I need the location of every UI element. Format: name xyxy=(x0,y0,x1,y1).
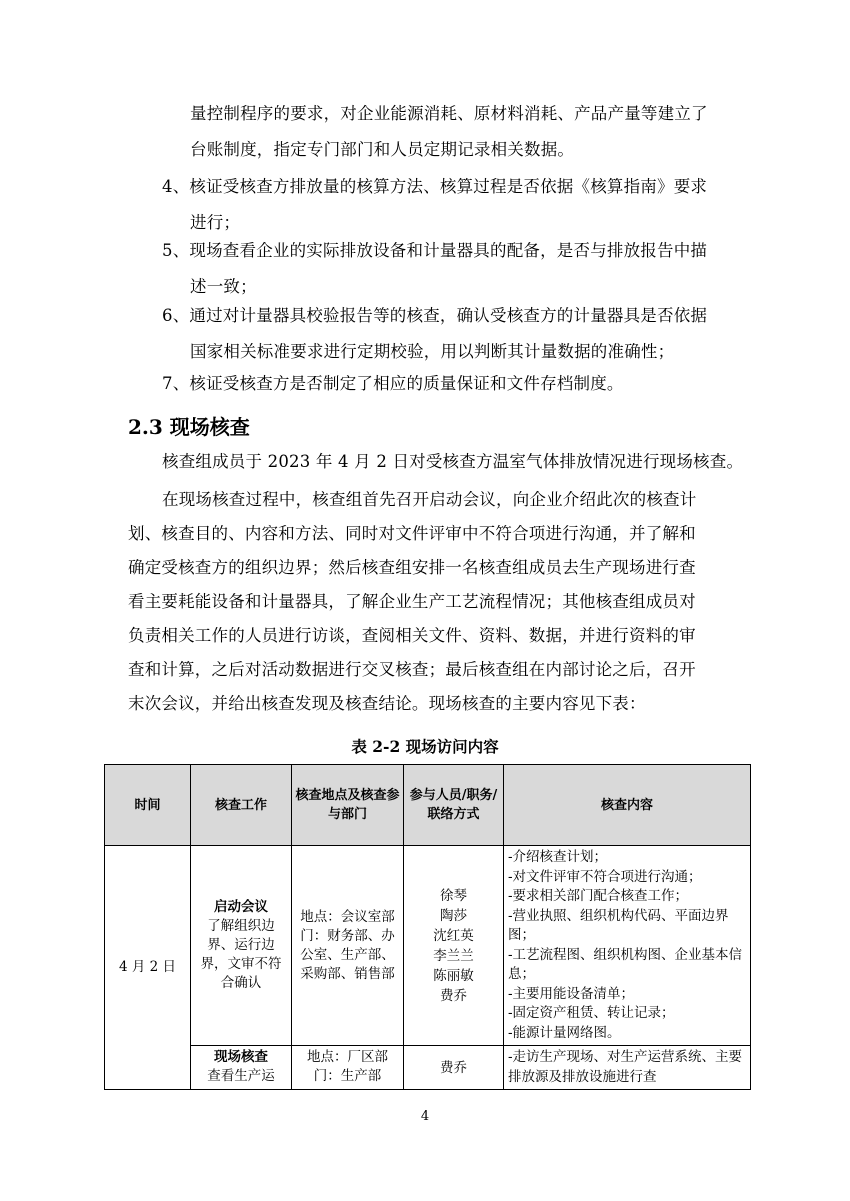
location-cell: 地点：厂区部门：生产部 xyxy=(292,1046,404,1090)
people-cell xyxy=(404,1046,504,1090)
text-line: 6、通过对计量器具校验报告等的核查，确认受核查方的计量器具是否依据 xyxy=(162,306,708,325)
section-heading: 2.3 现场核查 xyxy=(128,415,250,439)
text-line: 4、核证受核查方排放量的核算方法、核算过程是否依据《核算指南》要求 xyxy=(162,177,708,196)
content-item: -主要用能设备清单； xyxy=(508,985,635,1002)
person: 费乔 xyxy=(440,987,467,1004)
people-cell xyxy=(404,846,504,1046)
date-cell: 4 月 2 日 xyxy=(105,846,191,1090)
page-number: 4 xyxy=(420,1109,430,1124)
work-title: 现场核查 xyxy=(214,1049,268,1065)
content-item: -走访生产现场、对生产运营系统、主要排放源及排放设施进行查 xyxy=(508,1049,743,1085)
header-work: 核查工作 xyxy=(191,765,292,846)
header-content: 核查内容 xyxy=(504,765,751,846)
content-item: -固定资产租赁、转让记录； xyxy=(508,1005,675,1021)
person: 费乔 xyxy=(440,1059,467,1076)
text-line: 划、核查目的、内容和方法、同时对文件评审中不符合项进行沟通，并了解和 xyxy=(128,524,696,543)
table-header-row xyxy=(105,765,751,846)
table-row xyxy=(105,846,751,1046)
work-title: 启动会议 xyxy=(214,899,268,915)
text-line: 7、核证受核查方是否制定了相应的质量保证和文件存档制度。 xyxy=(162,374,624,393)
content-item: -对文件评审不符合项进行沟通； xyxy=(508,868,702,885)
text-line: 确定受核查方的组织边界；然后核查组安排一名核查组成员去生产现场进行查 xyxy=(128,558,696,577)
text-line: 核查组成员于 2023 年 4 月 2 日对受核查方温室气体排放情况进行现场核查。 xyxy=(162,452,744,471)
text-line: 国家相关标准要求进行定期校验，用以判断其计量数据的准确性； xyxy=(190,342,675,361)
header-location: 核查地点及核查参与部门 xyxy=(292,765,404,846)
table-caption: 表 2-2 现场访问内容 xyxy=(351,737,499,756)
text-line: 台账制度，指定专门部门和人员定期记录相关数据。 xyxy=(190,140,575,159)
text-line: 负责相关工作的人员进行访谈，查阅相关文件、资料、数据，并进行资料的审 xyxy=(128,626,696,645)
content-cell xyxy=(504,1046,751,1090)
text-line: 进行； xyxy=(190,213,241,232)
text-line: 查和计算，之后对活动数据进行交叉核查；最后核查组在内部讨论之后，召开 xyxy=(128,660,696,679)
content-cell xyxy=(504,846,751,1046)
text-line: 述一致； xyxy=(190,277,257,296)
text-line: 末次会议，并给出核查发现及核查结论。现场核查的主要内容见下表： xyxy=(128,694,646,713)
content-item: -要求相关部门配合核查工作； xyxy=(508,888,689,904)
person: 陈丽敏 xyxy=(433,967,474,984)
location-cell: 地点：会议室部门：财务部、办公室、生产部、采购部、销售部 xyxy=(292,846,404,1046)
content-item: -工艺流程图、组织机构图、企业基本信息； xyxy=(508,946,743,982)
person: 陶莎 xyxy=(440,907,467,924)
work-cell xyxy=(191,846,292,1046)
content-item: -能源计量网络图。 xyxy=(508,1024,621,1041)
content-item: -介绍核查计划； xyxy=(508,849,608,865)
text-line: 看主要耗能设备和计量器具，了解企业生产工艺流程情况；其他核查组成员对 xyxy=(128,592,696,611)
header-time: 时间 xyxy=(105,765,191,846)
table-row xyxy=(105,1046,751,1090)
person: 李兰兰 xyxy=(433,947,474,964)
work-desc: 查看生产运 xyxy=(207,1068,275,1084)
header-people: 参与人员/职务/联络方式 xyxy=(404,765,504,846)
work-cell xyxy=(191,1046,292,1090)
site-visit-table xyxy=(104,764,751,1090)
work-desc: 了解组织边界、运行边界，文审不符合确认 xyxy=(200,918,282,991)
text-line: 在现场核查过程中，核查组首先召开启动会议，向企业介绍此次的核查计 xyxy=(162,490,697,509)
text-line: 量控制程序的要求，对企业能源消耗、原材料消耗、产品产量等建立了 xyxy=(190,104,708,123)
person: 徐琴 xyxy=(440,887,467,904)
text-line: 5、现场查看企业的实际排放设备和计量器具的配备，是否与排放报告中描 xyxy=(162,241,708,260)
content-item: -营业执照、组织机构代码、平面边界图； xyxy=(508,907,729,943)
person: 沈红英 xyxy=(433,927,474,944)
